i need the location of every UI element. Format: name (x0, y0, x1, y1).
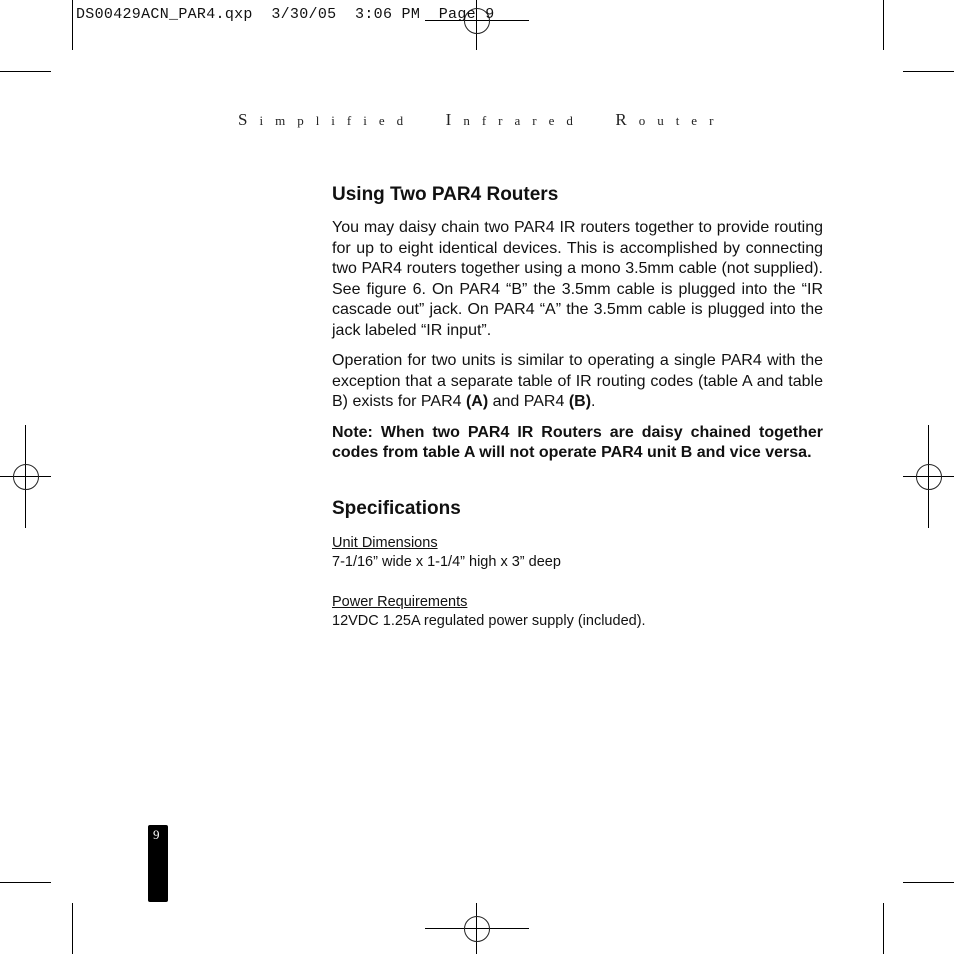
spec-power-requirements (332, 593, 823, 631)
spec-label: Unit Dimensions (332, 534, 438, 551)
crop-mark (903, 882, 954, 883)
spec-value: 12VDC 1.25A regulated power supply (included). (332, 612, 646, 629)
paragraph-operation: Operation for two units is similar to operating a single PAR4 with the exception that a separate table of IR routing codes (table A and table B) exists for PAR4 (A) and PAR4 (B). (332, 352, 823, 410)
crop-mark (72, 903, 73, 954)
paragraph-daisy-chain: You may daisy chain two PAR4 IR routers together to provide routing for up to eight identical devices. This is accomplished by connecting two PAR4 routers together using a mono 3.5mm cable (not supplied). See figure 6. On PAR4 “B” the 3.5mm cable is plugged into the “IR cascade out” jack. On PAR4 “A” the 3.5mm cable is plugged into the jack labeled “IR input”. (332, 219, 823, 339)
crop-mark (883, 903, 884, 954)
print-slug: DS00429ACN_PAR4.qxp 3/30/05 3:06 PM Page 9 (76, 6, 495, 23)
spec-unit-dimensions (332, 534, 823, 572)
page-number: 9 (153, 827, 160, 842)
spec-value: 7-1/16” wide x 1-1/4” high x 3” deep (332, 553, 561, 570)
crop-mark (903, 71, 954, 72)
crop-mark (0, 882, 51, 883)
running-header: Simplified Infrared Router (238, 110, 726, 129)
main-content (332, 184, 823, 631)
crop-mark (883, 0, 884, 50)
crop-mark (72, 0, 73, 50)
note-paragraph: Note: When two PAR4 IR Routers are daisy chained together codes from table A will not operate PAR4 unit B and vice versa. (332, 423, 823, 461)
crop-mark (0, 71, 51, 72)
spec-label: Power Requirements (332, 593, 468, 610)
section-heading-using-two-routers: Using Two PAR4 Routers (332, 184, 559, 205)
section-heading-specifications: Specifications (332, 497, 461, 519)
page-number-tab (148, 825, 168, 902)
